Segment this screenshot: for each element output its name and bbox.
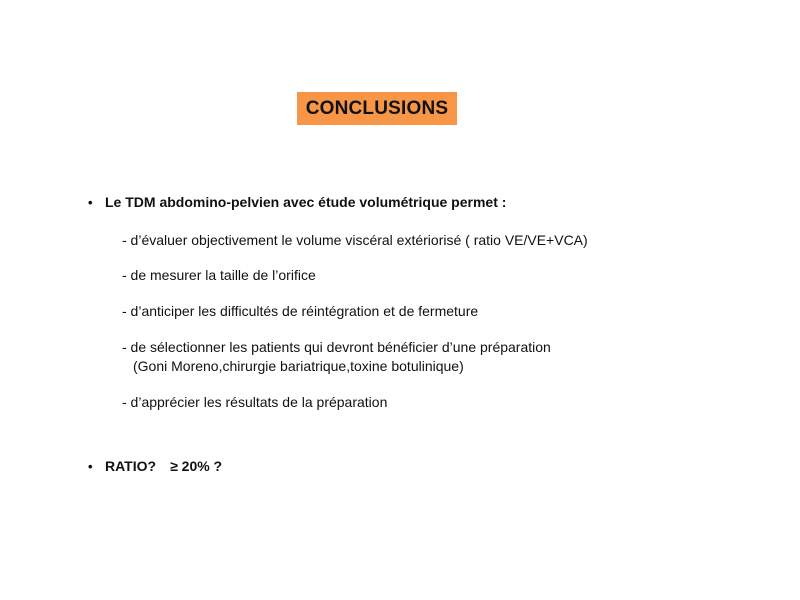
slide-title: CONCLUSIONS (297, 92, 457, 125)
bullet-1-text: Le TDM abdomino-pelvien avec étude volumétrique permet : (105, 194, 507, 210)
ratio-value: ≥ 20% ? (170, 458, 223, 474)
sub-item-anticipate: - d’anticiper les difficultés de réintégration et de fermeture (122, 303, 479, 319)
sub-item-select-continuation: (Goni Moreno,chirurgie bariatrique,toxine botulinique) (133, 358, 464, 374)
bullet-2 (88, 458, 222, 474)
bullet-dot-icon: • (88, 195, 93, 210)
sub-item-evaluate: - d’évaluer objectivement le volume viscéral extériorisé ( ratio VE/VE+VCA) (122, 232, 588, 248)
ratio-label: RATIO? (105, 458, 157, 474)
sub-item-appreciate: - d’apprécier les résultats de la préparation (122, 394, 388, 410)
sub-item-select: - de sélectionner les patients qui devront bénéficier d’une préparation (122, 339, 551, 355)
sub-item-measure: - de mesurer la taille de l’orifice (122, 267, 316, 283)
bullet-dot-icon: • (88, 459, 93, 474)
bullet-1 (88, 194, 506, 210)
